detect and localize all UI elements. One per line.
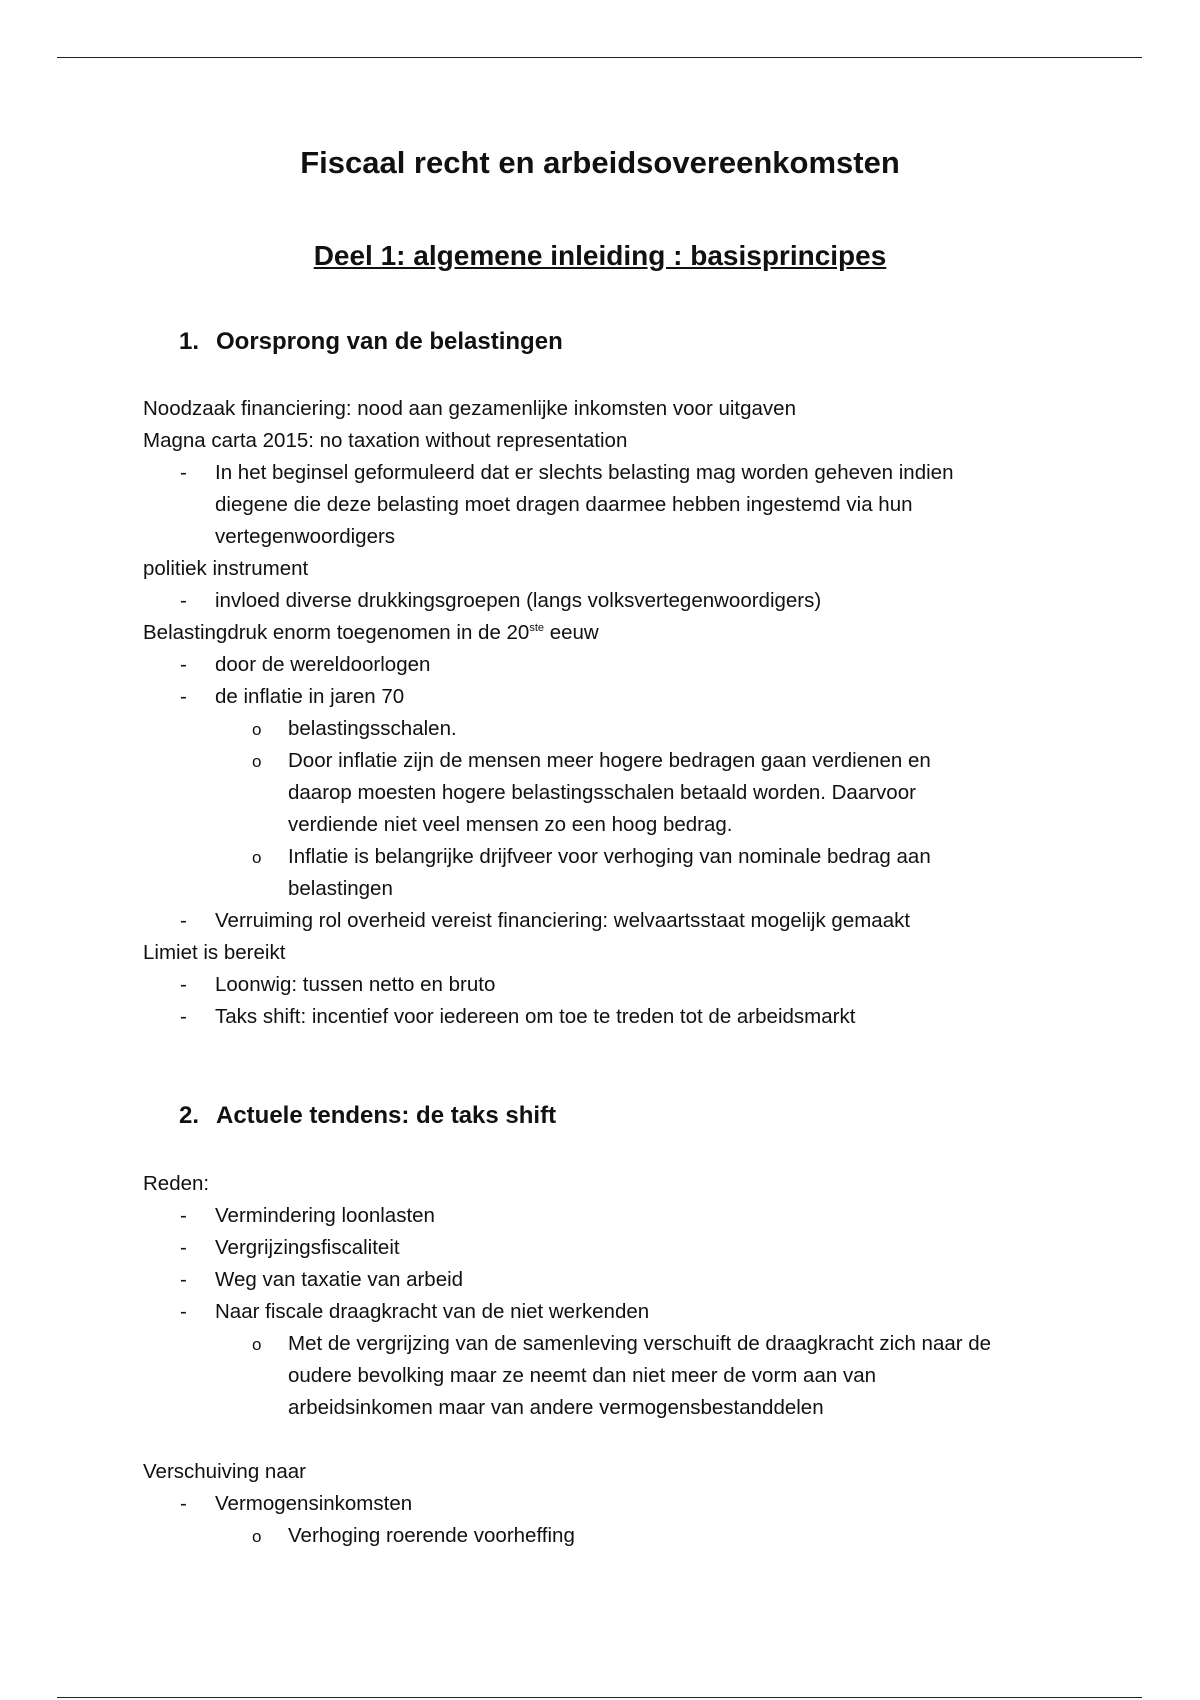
paragraph-spacer: [0, 1424, 1200, 1456]
sub-list-item-text: Met de vergrijzing van de samenleving verschuift de draagkracht zich naar de: [288, 1332, 992, 1355]
footer-rule: [57, 1697, 1142, 1698]
sub-list-item-text: belastingsschalen.: [288, 717, 457, 740]
list-item-text: Weg van taxatie van arbeid: [215, 1268, 464, 1291]
list-item: [0, 1264, 1200, 1296]
list-item: [0, 1232, 1200, 1264]
sub-list-item-text: Verhoging roerende voorheffing: [288, 1524, 575, 1547]
paragraph: Reden:: [143, 1172, 210, 1195]
sub-list-item: [0, 841, 1200, 873]
dash-bullet: -: [180, 1492, 187, 1515]
list-item-continuation: diegene die deze belasting moet dragen daarmee hebben ingestemd via hun: [215, 493, 913, 516]
dash-bullet: -: [180, 909, 187, 932]
dash-bullet: -: [180, 973, 187, 996]
dash-bullet: -: [180, 1268, 187, 1291]
section-1-number: 1.: [179, 328, 200, 355]
sub-list-item: [0, 1520, 1200, 1552]
list-item: [0, 1296, 1200, 1328]
paragraph: Noodzaak financiering: nood aan gezamenlijke inkomsten voor uitgaven: [143, 397, 796, 420]
document-subtitle: Deel 1: algemene inleiding : basisprincipes: [313, 240, 887, 271]
section-1-heading: [179, 328, 563, 356]
list-item: [0, 681, 1200, 713]
paragraph: [0, 617, 1200, 649]
ordinal-superscript: ste: [529, 622, 545, 635]
sub-list-item-continuation: oudere bevolking maar ze neemt dan niet meer de vorm aan van: [288, 1364, 877, 1387]
dash-bullet: -: [180, 589, 187, 612]
list-item-text: Verruiming rol overheid vereist financiering: welvaartsstaat mogelijk gemaakt: [215, 909, 911, 932]
paragraph-text: Belastingdruk enorm toegenomen in de 20: [143, 621, 530, 644]
dash-bullet: -: [180, 1005, 187, 1028]
list-item-text: invloed diverse drukkingsgroepen (langs volksvertegenwoordigers): [215, 589, 822, 612]
list-item-text: Vermogensinkomsten: [215, 1492, 413, 1515]
list-item-text: de inflatie in jaren 70: [215, 685, 405, 708]
list-item-text: Vergrijzingsfiscaliteit: [215, 1236, 400, 1259]
list-item: [0, 1488, 1200, 1520]
sub-list-item: [0, 745, 1200, 777]
dash-bullet: -: [180, 685, 187, 708]
list-item-text: Naar fiscale draagkracht van de niet werkenden: [215, 1300, 650, 1323]
paragraph: Verschuiving naar: [143, 1460, 306, 1483]
section-2-body: [0, 1168, 1200, 1552]
section-2-number: 2.: [179, 1102, 200, 1129]
list-item: [0, 585, 1200, 617]
list-item: [0, 457, 1200, 489]
section-1-body: [0, 393, 1200, 1033]
list-item-continuation: vertegenwoordigers: [215, 525, 396, 548]
sub-list-item-continuation: arbeidsinkomen maar van andere vermogensbestanddelen: [288, 1396, 824, 1419]
dash-bullet: -: [180, 1300, 187, 1323]
list-item: [0, 1200, 1200, 1232]
dash-bullet: -: [180, 1236, 187, 1259]
list-item: [0, 969, 1200, 1001]
sub-list-item-continuation: verdiende niet veel mensen zo een hoog bedrag.: [288, 813, 733, 836]
paragraph-text: eeuw: [544, 621, 599, 644]
sub-list-item: [0, 1328, 1200, 1360]
circle-bullet: o: [252, 1335, 262, 1354]
circle-bullet: o: [252, 752, 262, 771]
circle-bullet: o: [252, 848, 262, 867]
paragraph: Magna carta 2015: no taxation without representation: [143, 429, 628, 452]
sub-list-item: [0, 713, 1200, 745]
sub-list-item-continuation: belastingen: [288, 877, 393, 900]
list-item-text: door de wereldoorlogen: [215, 653, 431, 676]
section-2-heading: [179, 1102, 556, 1130]
sub-list-item-text: Inflatie is belangrijke drijfveer voor verhoging van nominale bedrag aan: [288, 845, 931, 868]
sub-list-item-text: Door inflatie zijn de mensen meer hogere bedragen gaan verdienen en: [288, 749, 931, 772]
dash-bullet: -: [180, 461, 187, 484]
list-item-text: In het beginsel geformuleerd dat er slechts belasting mag worden geheven indien: [215, 461, 954, 484]
paragraph: politiek instrument: [143, 557, 309, 580]
list-item: [0, 1001, 1200, 1033]
list-item: [0, 905, 1200, 937]
circle-bullet: o: [252, 720, 262, 739]
list-item: [0, 649, 1200, 681]
section-1-heading-text: Oorsprong van de belastingen: [216, 328, 563, 355]
section-2-heading-text: Actuele tendens: de taks shift: [216, 1102, 557, 1129]
list-item-text: Vermindering loonlasten: [215, 1204, 435, 1227]
dash-bullet: -: [180, 1204, 187, 1227]
header-rule: [57, 57, 1142, 58]
paragraph: Limiet is bereikt: [143, 941, 286, 964]
dash-bullet: -: [180, 653, 187, 676]
sub-list-item-continuation: daarop moesten hogere belastingsschalen betaald worden. Daarvoor: [288, 781, 916, 804]
list-item-text: Loonwig: tussen netto en bruto: [215, 973, 496, 996]
document-title: Fiscaal recht en arbeidsovereenkomsten: [300, 145, 900, 180]
list-item-text: Taks shift: incentief voor iedereen om toe te treden tot de arbeidsmarkt: [215, 1005, 856, 1028]
circle-bullet: o: [252, 1527, 262, 1546]
